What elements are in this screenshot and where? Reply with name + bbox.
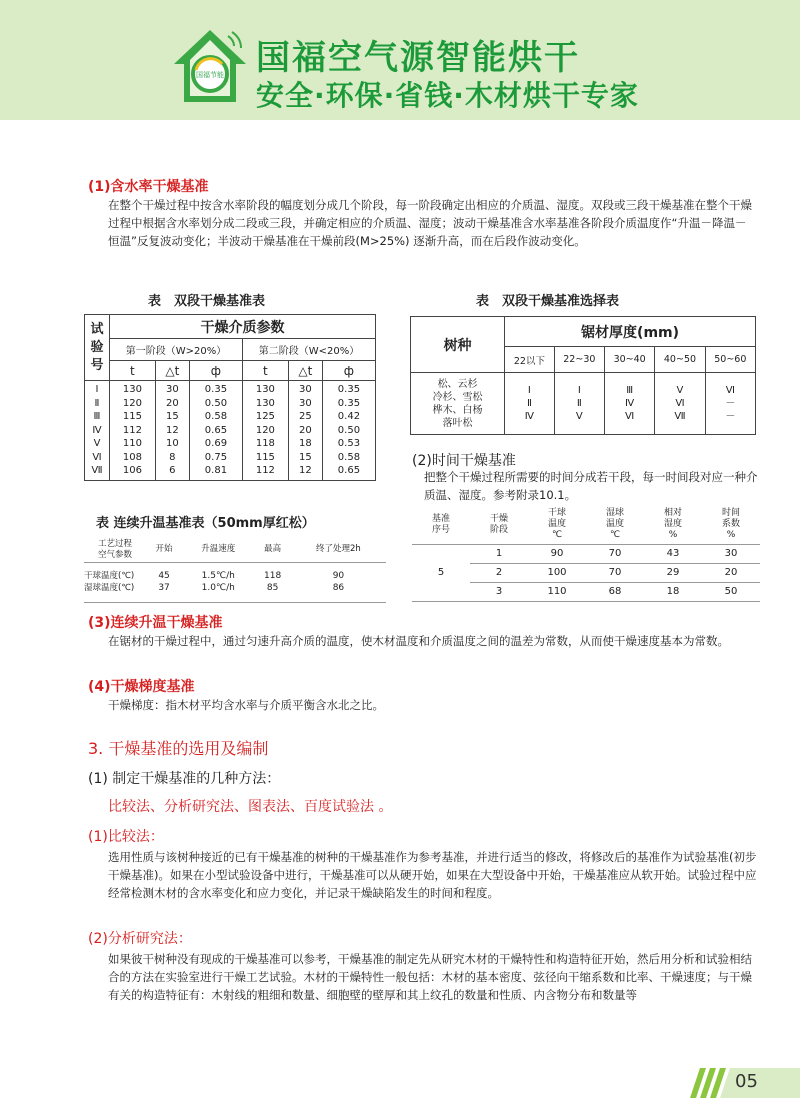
table1-column (110, 381, 156, 481)
table1-cell: 8 (169, 451, 176, 463)
analysis-method-body: 如果彼干树种没有现成的干燥基准可以参考，干燥基准的制定先从研究木材的干燥特性和构造特征开始，然后用分析和试验相结合的方法在实验室进行干燥工艺试验。木材的干燥特性一般包括：木材的基本密度、弦径向干缩系数和比率、干燥速度；与干燥有关的构造特征有：木射线的粗细和数量、细胞壁的壁厚和其上纹孔的数量和性质、内含物分布和数量等 (108, 952, 752, 1002)
table1-cell: Ⅳ (92, 424, 102, 436)
table1-cell: 18 (298, 438, 312, 449)
continuous-heating-heading: (3)连续升温干燥基准 (88, 615, 223, 631)
table3-cell: 1.5℃/h (201, 571, 235, 581)
table3-header-line: 最高 (264, 544, 282, 555)
table2-species: 松、云杉 (437, 378, 478, 390)
gradient-schedule-body: 干燥梯度：指木材平均含水率与介质平衡含水北之比。 (108, 698, 384, 712)
table4-header-line: 湿球 (605, 508, 624, 519)
table4-header (702, 506, 760, 544)
house-logo-icon (170, 26, 250, 106)
table3-cell: 干球温度(℃) (84, 571, 135, 581)
table1-cell: 30 (165, 384, 179, 395)
table2-cell: Ⅱ (576, 398, 582, 409)
table1-cell: 12 (298, 465, 312, 476)
table2-cell: Ⅵ (725, 385, 735, 396)
table1-cell: 110 (122, 438, 142, 449)
table2-thickness-header: 锯材厚度(mm) (505, 317, 756, 347)
table1-cell: 0.58 (337, 451, 361, 463)
table4-header-line: 温度 (605, 519, 624, 530)
table1-cell: 25 (298, 411, 312, 422)
comparison-method-body: 选用性质与该树种接近的已有干燥基准的树种的干燥基准作为参考基准，并进行适当的修改，将修改后的基准作为试验基准(初步干燥基准)。如果在小型试验设备中进行，干燥基准可以从硬开始，如果在大型设备中开始，干燥基准应从软开始。试验过程中应经常检测木材的含水率变化和应力变化，并记录干燥缺陷发生的时间和程度。 (108, 850, 757, 900)
table1-cell: 118 (255, 438, 275, 449)
table4-header-line: 序号 (431, 524, 450, 535)
schedule-selection-table (410, 316, 756, 435)
table1-column (322, 381, 375, 481)
table4-cell: 1 (470, 544, 528, 563)
table4-header-line: 基准 (431, 513, 450, 524)
table2-range-header: 50~60 (705, 347, 755, 373)
table2-column (505, 373, 555, 435)
table1-cell: Ⅲ (93, 411, 101, 422)
table2-species-column (411, 373, 505, 435)
table1-cell: 112 (122, 424, 142, 436)
table1-cell: 30 (298, 384, 312, 395)
moisture-schedule-body: 在整个干燥过程中按含水率阶段的幅度划分成几个阶段，每一阶段确定出相应的介质温、湿度。双段或三段干燥基准在整个干燥过程中根据含水率划分成二段或三段，并确定相应的介质温、湿度；波动干燥基准含水率基准各阶段介质温度作“升温－降温－恒温”反复波动变化；半波动干燥基准在干燥前段(M>25%) 逐渐升高，而在后段作波动变化。 (108, 198, 752, 248)
table1-cell: 108 (122, 451, 142, 463)
table1-cell: 6 (169, 465, 176, 476)
table2-species: 桦木、白杨 (432, 404, 483, 416)
table4-cell: 90 (528, 544, 586, 563)
table1-cell: 0.35 (337, 397, 361, 409)
table1-cell: 0.65 (337, 465, 361, 476)
table4-cell: 3 (470, 582, 528, 601)
table2-range-header: 40~50 (655, 347, 705, 373)
table1-cell: Ⅵ (92, 451, 102, 463)
table4-header-line: 干球 (547, 508, 566, 519)
table4-header-line: 阶段 (489, 524, 508, 535)
table3-cell: 1.0℃/h (201, 583, 235, 593)
table3-header-line: 升温速度 (201, 544, 236, 555)
table2-caption: 表 双段干燥基准选择表 (476, 294, 620, 309)
table1-subheader: t (110, 361, 156, 381)
table1-column (189, 381, 242, 481)
gradient-schedule-heading: (4)干燥梯度基准 (88, 679, 195, 695)
table2-cell: Ⅱ (526, 398, 532, 409)
table1-cell: 120 (122, 397, 142, 409)
table1-cell: 0.50 (337, 424, 361, 436)
comparison-method-heading: (1)比较法： (88, 829, 164, 845)
table3-header-line: 终了处理2h (316, 544, 361, 555)
table2-column (554, 373, 604, 435)
table2-column (705, 373, 755, 435)
table4-cell: 18 (644, 582, 702, 601)
table4-group-cell: 5 (412, 544, 470, 601)
table4-header (586, 506, 644, 544)
table3-caption: 表 连续升温基准表（50mm厚红松） (96, 516, 315, 531)
table3-header-line: 开始 (155, 544, 173, 555)
table1-subheader: t (242, 361, 288, 381)
table3-header-line: 工艺过程 (97, 538, 132, 549)
table1-cell: 115 (255, 451, 275, 463)
time-schedule-body: 把整个干燥过程所需要的时间分成若干段，每一时间段对应一种介质温、湿度。参考附录10.1。 (424, 470, 758, 502)
table3-cell: 118 (264, 571, 282, 581)
table2-range-header: 30~40 (605, 347, 655, 373)
table4-cell: 70 (586, 544, 644, 563)
table1-stage2-header: 第二阶段（W<20%） (242, 339, 375, 361)
table1-cell: 12 (165, 424, 179, 436)
table3-header (291, 538, 386, 562)
table1-test-header: 试验号 (85, 315, 110, 381)
table4-cell: 110 (528, 582, 586, 601)
table4-cell: 30 (702, 544, 760, 563)
table1-cell: 15 (298, 451, 312, 463)
table4-header-line: 湿度 (663, 519, 682, 530)
methods-list: 比较法、分析研究法、图表法、百度试验法 。 (108, 799, 393, 815)
table3-cell: 45 (158, 571, 170, 581)
table2-range-header: 22~30 (554, 347, 604, 373)
table1-cell: 0.69 (204, 438, 228, 449)
table1-cell: Ⅴ (93, 438, 101, 449)
table4-cell: 20 (702, 563, 760, 582)
table4-cell: 68 (586, 582, 644, 601)
table3-header-line: 空气参数 (97, 549, 132, 560)
header-subtitle: 安全·环保·省钱·木材烘干专家 (256, 79, 639, 112)
section3-heading: 3. 干燥基准的选用及编制 (88, 739, 269, 758)
table1-cell: 10 (165, 438, 179, 449)
table1-subheader: ф (189, 361, 242, 381)
table4-header (644, 506, 702, 544)
table2-species: 冷杉、雪松 (432, 391, 483, 403)
table1-cell: 106 (122, 465, 142, 476)
table1-params-header: 干燥介质参数 (110, 315, 376, 339)
table1-caption: 表 双段干燥基准表 (148, 294, 266, 309)
table1-cell: Ⅶ (91, 465, 103, 476)
table1-cell: Ⅱ (94, 397, 100, 409)
time-schedule-heading: (2)时间干燥基准 (412, 453, 516, 469)
table2-cell: － (725, 398, 736, 409)
continuous-heating-body: 在锯材的干燥过程中，通过匀速升高介质的温度，使木材温度和介质温度之间的温差为常数，从而使干燥速度基本为常数。 (108, 634, 729, 648)
table4-header-line: 干燥 (489, 513, 508, 524)
table1-cell: 0.42 (337, 411, 361, 422)
table1-cell: 30 (298, 397, 312, 409)
table3-column (84, 562, 146, 602)
table4-cell: 43 (644, 544, 702, 563)
table4-cell: 70 (586, 563, 644, 582)
moisture-schedule-heading: (1)含水率干燥基准 (88, 179, 209, 195)
table1-cell: 112 (255, 465, 275, 476)
header-title: 国福空气源智能烘干 (256, 38, 580, 78)
table4-cell: 100 (528, 563, 586, 582)
table2-column (605, 373, 655, 435)
table4-cell: 50 (702, 582, 760, 601)
table3-column (291, 562, 386, 602)
svg-text:国福节能: 国福节能 (196, 71, 224, 79)
table1-cell: 130 (122, 384, 142, 395)
table1-cell: 15 (165, 411, 179, 422)
table2-cell: Ⅲ (626, 385, 634, 396)
table3-header (254, 538, 290, 562)
table1-cell: 0.35 (204, 384, 228, 395)
table1-cell: 0.35 (337, 384, 361, 395)
page-header (0, 0, 800, 120)
table4-header (470, 506, 528, 544)
table1-column (85, 381, 110, 481)
table3-header (84, 538, 146, 562)
table4-cell: 29 (644, 563, 702, 582)
table1-cell: 0.65 (204, 424, 228, 436)
table4-cell: 2 (470, 563, 528, 582)
table1-cell: 120 (255, 424, 275, 436)
table4-header-line: % (726, 530, 736, 541)
table2-cell: Ⅳ (524, 411, 535, 422)
table1-cell: 0.81 (204, 465, 228, 476)
table4-header-line: 时间 (721, 508, 740, 519)
table3-cell: 86 (332, 583, 345, 593)
table1-subheader: ф (322, 361, 375, 381)
table3-header (146, 538, 182, 562)
table1-cell: 0.53 (337, 438, 361, 449)
table1-column (155, 381, 189, 481)
table3-header (182, 538, 254, 562)
table1-cell: Ⅰ (95, 384, 99, 395)
table1-subheader: △t (288, 361, 322, 381)
table4-header-line: % (668, 530, 678, 541)
table3-cell: 90 (332, 571, 345, 581)
table2-species: 落叶松 (442, 417, 473, 429)
table3-cell: 湿球温度(℃) (84, 583, 135, 593)
table1-stage1-header: 第一阶段（W>20%） (110, 339, 243, 361)
table4-header-line: 系数 (721, 519, 740, 530)
table1-cell: 115 (122, 411, 142, 422)
table3-cell: 85 (266, 583, 279, 593)
two-stage-schedule-table (84, 314, 376, 481)
table4-header-line: 相对 (663, 508, 682, 519)
table3-cell: 37 (158, 583, 170, 593)
table2-cell: Ⅰ (577, 385, 581, 396)
table4-header-line: ℃ (551, 530, 563, 541)
table1-cell: 125 (255, 411, 275, 422)
table1-column (288, 381, 322, 481)
table1-column (242, 381, 288, 481)
continuous-heating-table (84, 538, 386, 603)
table2-cell: Ⅶ (674, 411, 686, 422)
table1-cell: 0.75 (204, 451, 228, 463)
table1-cell: 20 (298, 424, 312, 436)
table1-cell: 130 (255, 384, 275, 395)
table4-header-line: 温度 (547, 519, 566, 530)
section3-subheading: (1) 制定干燥基准的几种方法： (88, 771, 281, 787)
table4-header (528, 506, 586, 544)
table1-cell: 130 (255, 397, 275, 409)
table4-header-line: ℃ (609, 530, 621, 541)
page-number: 05 (735, 1071, 758, 1092)
table2-column (655, 373, 705, 435)
table2-cell: Ⅰ (527, 385, 531, 396)
table3-column (254, 562, 290, 602)
table1-cell: 0.58 (204, 411, 228, 422)
table2-species-header: 树种 (411, 317, 505, 373)
table3-column (182, 562, 254, 602)
table3-column (146, 562, 182, 602)
table2-cell: Ⅴ (575, 411, 583, 422)
table1-cell: 0.50 (204, 397, 228, 409)
table2-cell: Ⅴ (676, 385, 684, 396)
table2-cell: Ⅵ (625, 411, 635, 422)
table4-header (412, 506, 470, 544)
table1-subheader: △t (155, 361, 189, 381)
table2-cell: Ⅵ (675, 398, 685, 409)
table1-cell: 20 (165, 397, 179, 409)
table2-cell: Ⅳ (625, 398, 635, 409)
time-schedule-table (412, 506, 760, 602)
analysis-method-heading: (2)分析研究法： (88, 931, 192, 947)
table2-cell: － (725, 411, 736, 422)
table2-range-header: 22以下 (505, 347, 555, 373)
